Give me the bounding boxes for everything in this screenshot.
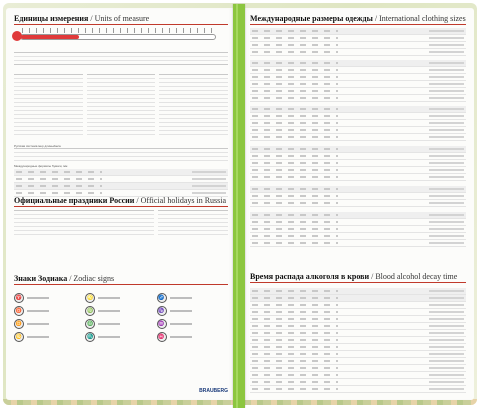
thermometer-scale — [10, 26, 224, 46]
holidays-list — [14, 210, 228, 238]
virgo-icon: ♍ — [87, 307, 94, 314]
zodiac-item — [157, 304, 228, 317]
clothing-table-women-shoes — [250, 106, 466, 141]
cancer-icon: ♋ — [15, 333, 23, 340]
sagittarius-icon: ♐ — [158, 294, 165, 301]
alcohol-heading: Время распада алкоголя в крови / Blood alcohol decay time — [250, 272, 458, 281]
taurus-icon: ♉ — [15, 307, 23, 314]
clothing-table-men — [250, 146, 466, 181]
zodiac-item — [14, 304, 85, 317]
aquarius-icon: ♒ — [158, 320, 165, 327]
capricorn-icon: ♑ — [158, 307, 165, 314]
clothing-tables — [250, 28, 466, 262]
zodiac-item — [14, 330, 85, 343]
clothing-table-men-shirts — [250, 186, 466, 207]
left-page — [6, 8, 236, 400]
holidays-heading: Официальные праздники России / Official holidays in Russia — [14, 196, 227, 205]
paper-sizes-table — [14, 169, 228, 197]
clothing-table-general — [250, 28, 466, 56]
zodiac-section — [14, 274, 228, 343]
zodiac-item — [157, 330, 228, 343]
alcohol-table — [250, 288, 466, 393]
clothing-table-men-shoes — [250, 212, 466, 247]
paper-sizes-heading: Международные форматы бумаги, мм — [14, 164, 68, 168]
right-page — [242, 8, 474, 400]
brand-logo: BRAUBERG — [199, 388, 228, 394]
units-heading: Единицы измерения / Units of measure — [14, 14, 150, 23]
zodiac-item — [85, 330, 156, 343]
russian-measure-label: Русская система мер длины/веса — [14, 144, 61, 148]
paper-sizes-section — [14, 164, 228, 168]
measure-columns — [14, 74, 228, 138]
zodiac-item — [85, 317, 156, 330]
holidays-section — [14, 196, 228, 238]
zodiac-item — [157, 317, 228, 330]
zodiac-heading: Знаки Зодиака / Zodiac signs — [14, 274, 115, 283]
units-section — [14, 14, 228, 25]
leo-icon: ♌ — [87, 294, 94, 301]
scorpio-icon: ♏ — [87, 333, 94, 340]
alcohol-section — [250, 272, 466, 283]
conversion-rows — [14, 52, 228, 68]
zodiac-item — [14, 317, 85, 330]
zodiac-item — [85, 291, 156, 304]
zodiac-grid — [14, 291, 228, 343]
gemini-icon: ♊ — [15, 320, 23, 327]
clothing-section — [250, 14, 466, 25]
clothing-heading: Международные размеры одежды / International clothing sizes — [250, 14, 466, 23]
thermometer-bulb-icon — [12, 31, 22, 41]
bookmark-ribbon[interactable] — [233, 4, 245, 408]
libra-icon: ♎ — [87, 320, 94, 327]
zodiac-item — [14, 291, 85, 304]
pisces-icon: ♓ — [158, 333, 165, 340]
zodiac-item — [157, 291, 228, 304]
aries-icon: ♈ — [15, 294, 23, 301]
zodiac-item — [85, 304, 156, 317]
russian-measure-section — [14, 144, 228, 164]
clothing-table-women — [250, 60, 466, 102]
heading-rule — [14, 24, 228, 25]
